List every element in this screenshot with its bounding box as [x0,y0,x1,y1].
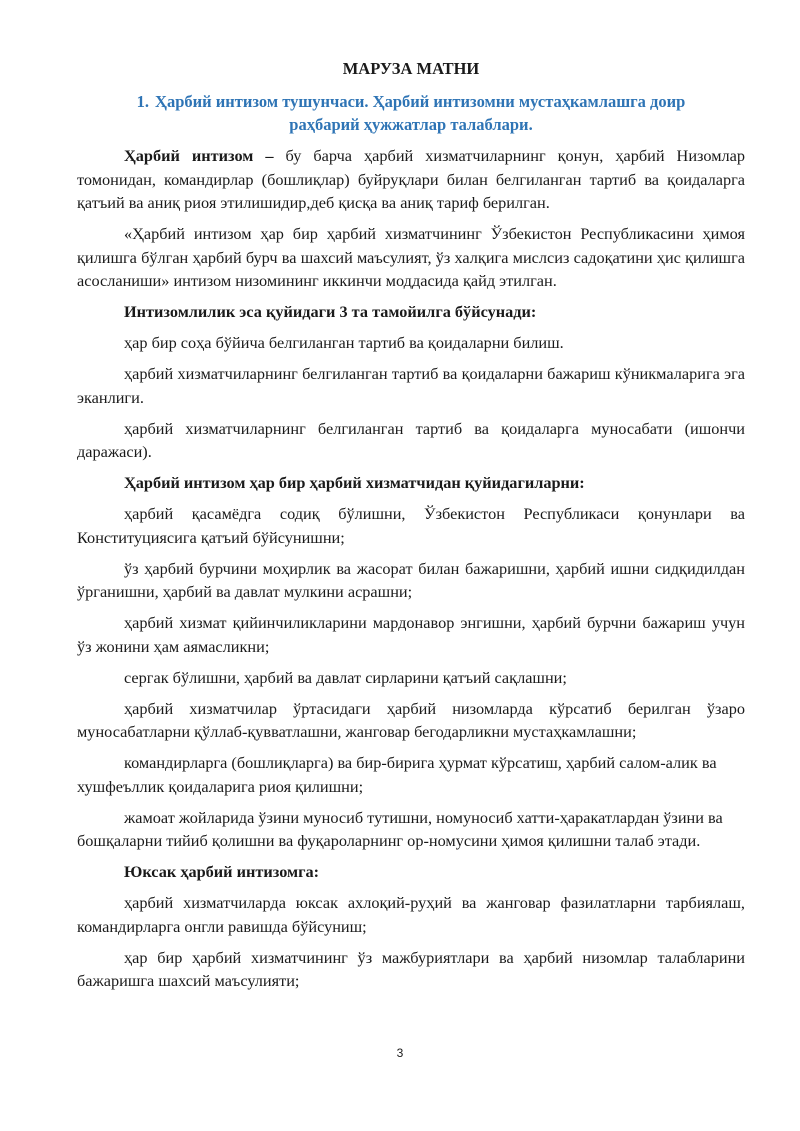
high-discipline-item: ҳар бир ҳарбий хизматчининг ўз мажбуриятлари ва ҳарбий низомлар талабларини бажаришга шахсий маъсулияти; [77,947,745,990]
page-number: 3 [396,1046,404,1060]
requirement-item: ҳарбий хизмат қийинчиликларини мардонавор энгишни, ҳарбий бурчни бажариш учун ўз жонини ҳам аямасликни; [77,613,745,656]
section-heading [77,90,745,136]
requirement-item: жамоат жойларида ўзини муносиб тутишни, номуносиб хатти-ҳаракатлардан ўзини ва бошқаларни тийиб қолишни ва фуқароларнинг ор-номусини ҳимоя қилишни талаб этади. [77,807,723,850]
high-discipline-heading: Юксак ҳарбий интизомга: [124,862,320,881]
intro-paragraph [77,144,745,215]
principle-item: ҳар бир соҳа бўйича белгиланган тартиб ва қоидаларни билиш. [124,333,564,352]
document-title: МАРУЗА МАТНИ [342,59,480,78]
principles-heading: Интизомлилик эса қуйидаги 3 та тамойилга бўйсунади: [124,302,537,321]
requirement-item: ҳарбий хизматчилар ўртасидаги ҳарбий низомларда кўрсатиб берилган ўзаро муносабатларни қўллаб-қувватлашни, жанговар бегодарликни мустаҳкамлашни; [77,698,745,741]
principle-item: ҳарбий хизматчиларнинг белгиланган тартиб ва қоидаларни бажариш кўникмаларига эга эканлиги. [77,364,745,407]
high-discipline-item: ҳарбий хизматчиларда юксак ахлоқий-руҳий ва жанговар фазилатларни тарбиялаш, командирларга онгли равишда бўйсуниш; [77,893,745,936]
section-heading-line1: Ҳарбий интизом тушунчаси. Ҳарбий интизомни мустаҳкамлашга доир [155,92,686,111]
intro-text: бу барча ҳарбий хизматчиларнинг қонун, ҳарбий Низомлар томонидан, командирлар (бошлиқлар) буйруқлари билан белгиланган тартиб ва қоидаларга қатъий ва аниқ риоя этилишидир,деб қисқа ва аниқ тариф берилган. [77,146,745,212]
requirement-item: ўз ҳарбий бурчини моҳирлик ва жасорат билан бажаришни, ҳарбий ишни сидқидилдан ўрганишни, ҳарбий ва давлат мулкини асрашни; [77,558,745,601]
requirement-item: ҳарбий қасамёдга содиқ бўлишни, Ўзбекистон Республикаси қонунлари ва Конституциясига қатъий бўйсунишни; [77,504,745,547]
section-number: 1. [136,92,150,111]
principle-item: ҳарбий хизматчиларнинг белгиланган тартиб ва қоидаларга муносабати (ишончи даражаси). [77,418,745,461]
requirements-heading: Ҳарбий интизом ҳар бир ҳарбий хизматчидан қуйидагиларни: [124,473,585,492]
requirement-item: командирларга (бошлиқларга) ва бир-бирига ҳурмат кўрсатиш, ҳарбий салом-алик ва хушфеъллик қоидаларига риоя қилишни; [77,753,717,796]
quote-paragraph: «Ҳарбий интизом ҳар бир ҳарбий хизматчининг Ўзбекистон Республикасини ҳимоя қилишга бўлган ҳарбий бурч ва шахсий маъсулият, ўз халқига мислсиз садоқатини ҳис қилишга асосланиши» интизом низомининг иккинчи моддасида қайд этилган. [77,224,745,290]
requirement-item: сергак бўлишни, ҳарбий ва давлат сирларини қатъий сақлашни; [124,667,567,687]
intro-term: Ҳарбий интизом – [124,146,274,165]
section-heading-line2: раҳбарий ҳужжатлар талаблари. [289,115,533,134]
document-page [77,58,745,1000]
